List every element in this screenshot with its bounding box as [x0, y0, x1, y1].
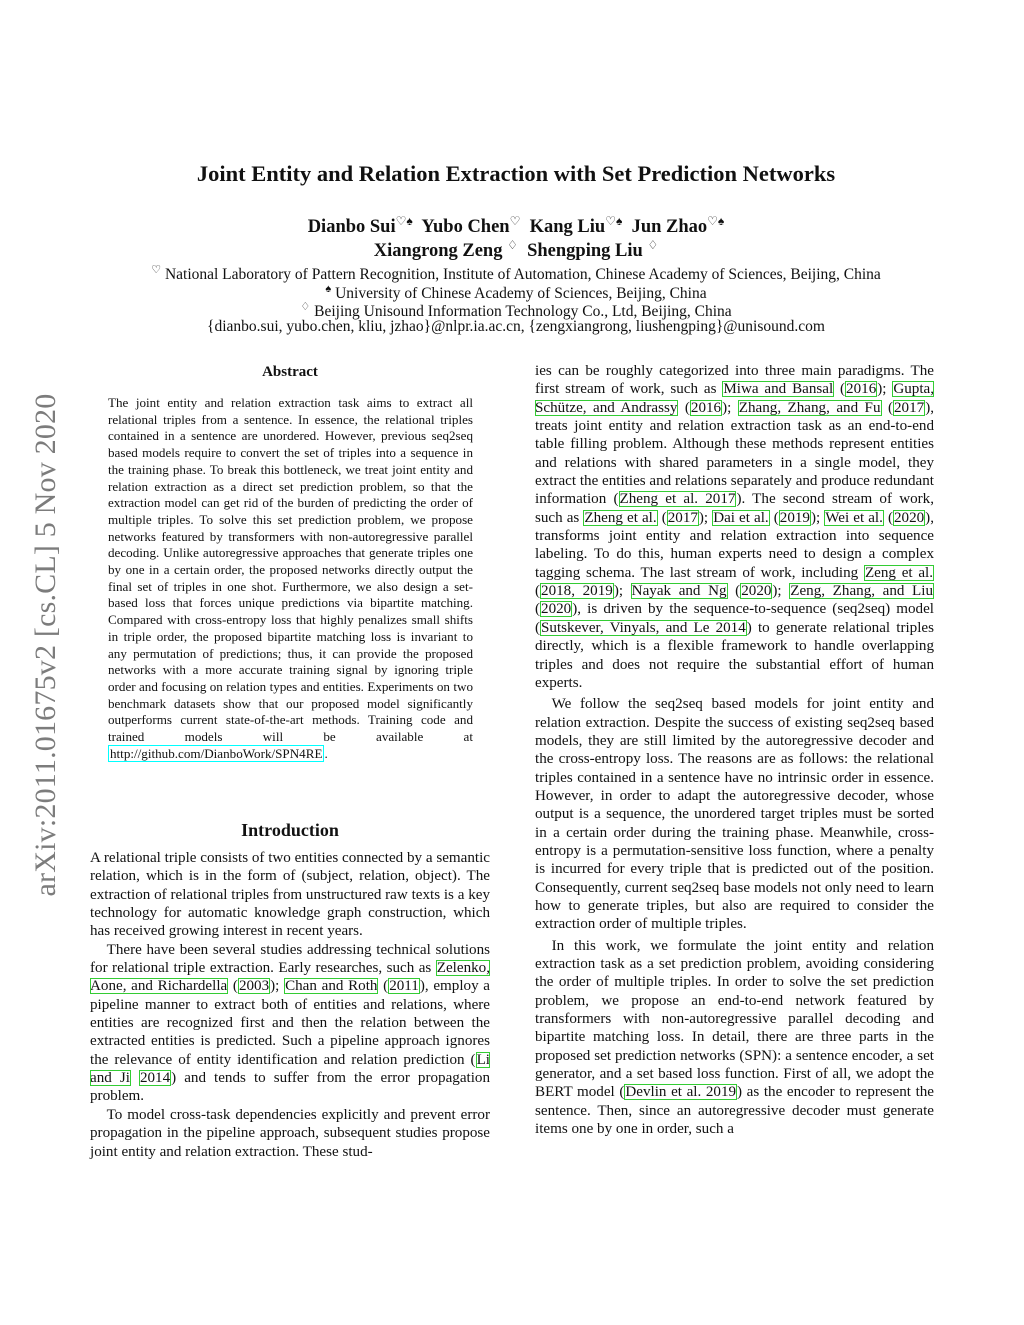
text-run: There have been several studies addressing technical solutions for relational triple extraction. Early researches, such as: [90, 941, 490, 977]
text-run: (: [834, 381, 846, 398]
citation-link[interactable]: Zelenko, Aone, and Richardella: [90, 960, 490, 995]
introduction-left-column: [90, 849, 490, 1161]
text-run: (: [535, 601, 541, 618]
text-run: ), treats joint entity and relation extraction task as an end-to-end table filling problem. Although these methods represent entities and relations with shared parameters in a single model, they extract the entities and relations separately and produce redundant information (: [535, 399, 934, 508]
author-name: Jun Zhao: [631, 217, 708, 238]
code-repository-link[interactable]: http://github.com/DianboWork/SPN4RE: [110, 745, 323, 761]
paragraph: To model cross-task dependencies explicitly and prevent error propagation in the pipeline approach, subsequent studies propose joint entity and relation extraction. These stud-: [90, 1106, 490, 1160]
paragraph: We follow the seq2seq based models for joint entity and relation extraction. Despite the success of existing seq2seq based models, they are still limited by the autoregressive decoder and the cross-entropy loss. The reasons are as follows: the relational triples contained in a sentence have no intrinsic order in essence. However, in order to adapt the autoregressive decoder, whose output is a sequence, the unordered target triples must be sorted in a certain order during the training phase. Meanwhile, cross-entropy is a permutation-sensitive loss function, where a penalty is incurred for every triple that is predicted out of the position. Consequently, current seq2seq base models not only need to learn how to generate triples, but also are required to consider the extraction order of multiple triples.: [535, 696, 934, 933]
paragraph: [90, 941, 490, 1106]
citation-link[interactable]: 2019: [779, 509, 810, 526]
citation-link[interactable]: Sutskever, Vinyals, and Le 2014: [541, 619, 746, 636]
citation-link[interactable]: 2017: [894, 399, 925, 416]
abstract-text: [108, 395, 473, 762]
citation-link[interactable]: Dai et al.: [713, 509, 769, 526]
text-run: );: [613, 583, 631, 600]
text-run: (: [378, 978, 389, 995]
text-run: );: [698, 509, 713, 526]
text-run: ), employ a pipeline manner to extract both of entities and relations, where entities are recognized first and then the relation between the extracted entities is predicted. Such a pipeline approach ignores the relevance of entity identification and relation prediction (: [90, 978, 491, 1068]
text-run: );: [772, 583, 790, 600]
introduction-right-column: [535, 362, 934, 1138]
citation-link[interactable]: Li and Ji: [90, 1051, 490, 1087]
author-name: Yubo Chen: [421, 217, 510, 238]
text-run: );: [810, 509, 825, 526]
citation-link[interactable]: Zeng et al.: [864, 564, 933, 581]
author-line-2: [90, 233, 942, 263]
paragraph: A relational triple consists of two entities connected by a semantic relation, which is in the form of (subject, relation, object). The extraction of relational triples from unstructured raw texts is a key technology for automatic knowledge graph construction, which has received growing interest in recent years.: [90, 850, 490, 940]
paper-title: Joint Entity and Relation Extraction with Set Prediction Networks: [196, 161, 836, 186]
text-run: ) to generate relational triples directly, which is a flexible framework to handle overlapping triples and does not require the substantial effort of human experts.: [535, 619, 934, 691]
text-run: (: [657, 509, 667, 526]
citation-link[interactable]: Devlin et al. 2019: [625, 1084, 737, 1101]
citation-link[interactable]: 2017: [667, 509, 698, 526]
author-name: Kang Liu: [529, 217, 606, 238]
citation-link[interactable]: Chan and Roth: [285, 978, 378, 995]
citation-link[interactable]: Zeng, Zhang, and Liu: [790, 583, 934, 600]
affiliation-mark: ♢: [300, 301, 311, 313]
citation-link[interactable]: Zheng et al. 2017: [619, 491, 736, 508]
affiliation-mark: ♠: [325, 283, 332, 295]
text-run: );: [877, 381, 893, 398]
affiliation-text: Beijing Unisound Information Technology Co., Ltd, Beijing, China: [314, 303, 732, 321]
citation-link[interactable]: 2020: [741, 583, 772, 600]
author-name: Xiangrong Zeng: [373, 241, 503, 262]
citation-link[interactable]: 2020: [893, 509, 925, 526]
text-run: (: [727, 583, 741, 600]
author-name: Dianbo Sui: [307, 217, 396, 238]
citation-link[interactable]: 2016: [690, 399, 722, 416]
citation-link[interactable]: 2011: [389, 978, 419, 995]
paragraph: [535, 937, 934, 1139]
text-run: ), transforms joint entity and relation extraction into sequence labeling. To do this, human experts need to design a complex tagging schema. The last stream of work, including: [535, 509, 934, 581]
citation-link[interactable]: Zheng et al.: [584, 509, 657, 526]
citation-link[interactable]: 2018, 2019: [541, 583, 613, 600]
text-run: ). The second stream of work, such as: [535, 491, 934, 526]
text-run: );: [722, 399, 738, 416]
author-name: Shengping Liu: [527, 241, 643, 262]
affiliation-mark: ♢: [647, 238, 659, 252]
text-run: ) as the encoder to represent the sentence. Then, since an autoregressive decoder must generate items one by one in order, such a: [535, 1084, 935, 1138]
text-run: In this work, we formulate the joint entity and relation extraction task as a set prediction problem, avoiding considering the order of multiple triples. In order to solve the set prediction problem, we propose an end-to-end network featured by transformers with non-autoregressive parallel decoding and bipartite matching loss. In detail, there are three parts in the proposed set prediction networks (SPN): a sentence encoder, a set generator, and a set based loss function. First of all, we adopt the BERT model (: [535, 937, 934, 1101]
text-run: (: [881, 399, 893, 416]
citation-link[interactable]: 2020: [541, 601, 572, 618]
introduction-heading: Introduction: [241, 820, 339, 840]
citation-link[interactable]: 2003: [238, 978, 270, 995]
citation-link[interactable]: Zhang, Zhang, and Fu: [738, 399, 881, 416]
affiliation-text: National Laboratory of Pattern Recognition, Institute of Automation, Chinese Academy of Sciences, Beijing, China: [164, 266, 881, 284]
text-run: ) and tends to suffer from the error propagation problem.: [90, 1070, 490, 1105]
text-run: (: [769, 509, 779, 526]
text-run: );: [270, 978, 285, 995]
citation-link[interactable]: Gupta, Schütze, and Andrassy: [535, 381, 934, 416]
abstract-heading: Abstract: [262, 364, 318, 380]
affiliation-mark: ♡: [509, 214, 521, 228]
affiliation-mark: ♡♠: [395, 214, 413, 228]
abstract-body-text: The joint entity and relation extraction task aims to extract all relational triples from a sentence. In essence, the relational triples contained in a sentence are unordered. However, previous seq2seq based models require to convert the set of triples into a sequence in the training phase. To break this bottleneck, we treat joint entity and relation extraction as a direct set prediction problem, so that the extraction model can get rid of the burden of predicting the order of multiple triples. To solve this set prediction problem, we propose networks featured by transformers with non-autoregressive parallel decoding. Unlike autoregressive approaches that generate triples one by one in a certain order, the proposed networks directly output the final set of triples in one shot. Furthermore, we also design a set-based loss that forces unique predictions via bipartite matching. Compared with cross-entropy loss that highly penalizes small shifts in triple order, the proposed bipartite matching loss is invariant to any permutation of predictions; thus, it can provide the proposed networks with a more accurate training signal by ignoring triple order and focusing on relation types and entities. Experiments on two benchmark datasets show that our proposed model significantly outperforms current state-of-the-art methods. Training code and trained models will be available at: [108, 395, 473, 745]
affiliation-mark: ♡♠: [605, 214, 623, 228]
affiliation-mark: ♡♠: [707, 214, 725, 228]
affiliation-mark: ♡: [151, 264, 162, 276]
text-run: [131, 1070, 139, 1086]
affiliation-mark: ♢: [507, 238, 518, 252]
citation-link[interactable]: 2016: [846, 381, 877, 398]
text-run: (: [883, 509, 893, 526]
arxiv-identifier-stamp: arXiv:2011.01675v2 [cs.CL] 5 Nov 2020: [29, 393, 62, 897]
citation-link[interactable]: Wei et al.: [825, 509, 883, 526]
citation-link[interactable]: 2014: [139, 1070, 171, 1087]
author-emails: {dianbo.sui, yubo.chen, kliu, jzhao}@nlpr.ia.ac.cn, {zengxiangrong, liushengping}@unisound.com: [207, 318, 825, 335]
text-run: (: [678, 399, 690, 416]
citation-link[interactable]: Miwa and Bansal: [723, 381, 834, 398]
text-run: (: [535, 583, 541, 600]
citation-link[interactable]: Nayak and Ng: [631, 583, 727, 600]
paragraph: [535, 362, 934, 692]
text-run: ies can be roughly categorized into three main paradigms. The first stream of work, such as: [535, 363, 934, 398]
text-run: (: [228, 978, 238, 995]
text-run: ), is driven by the sequence-to-sequence (seq2seq) model (: [535, 601, 934, 636]
affiliation-text: University of Chinese Academy of Sciences, Beijing, China: [335, 285, 707, 303]
abstract-end: .: [324, 745, 328, 761]
